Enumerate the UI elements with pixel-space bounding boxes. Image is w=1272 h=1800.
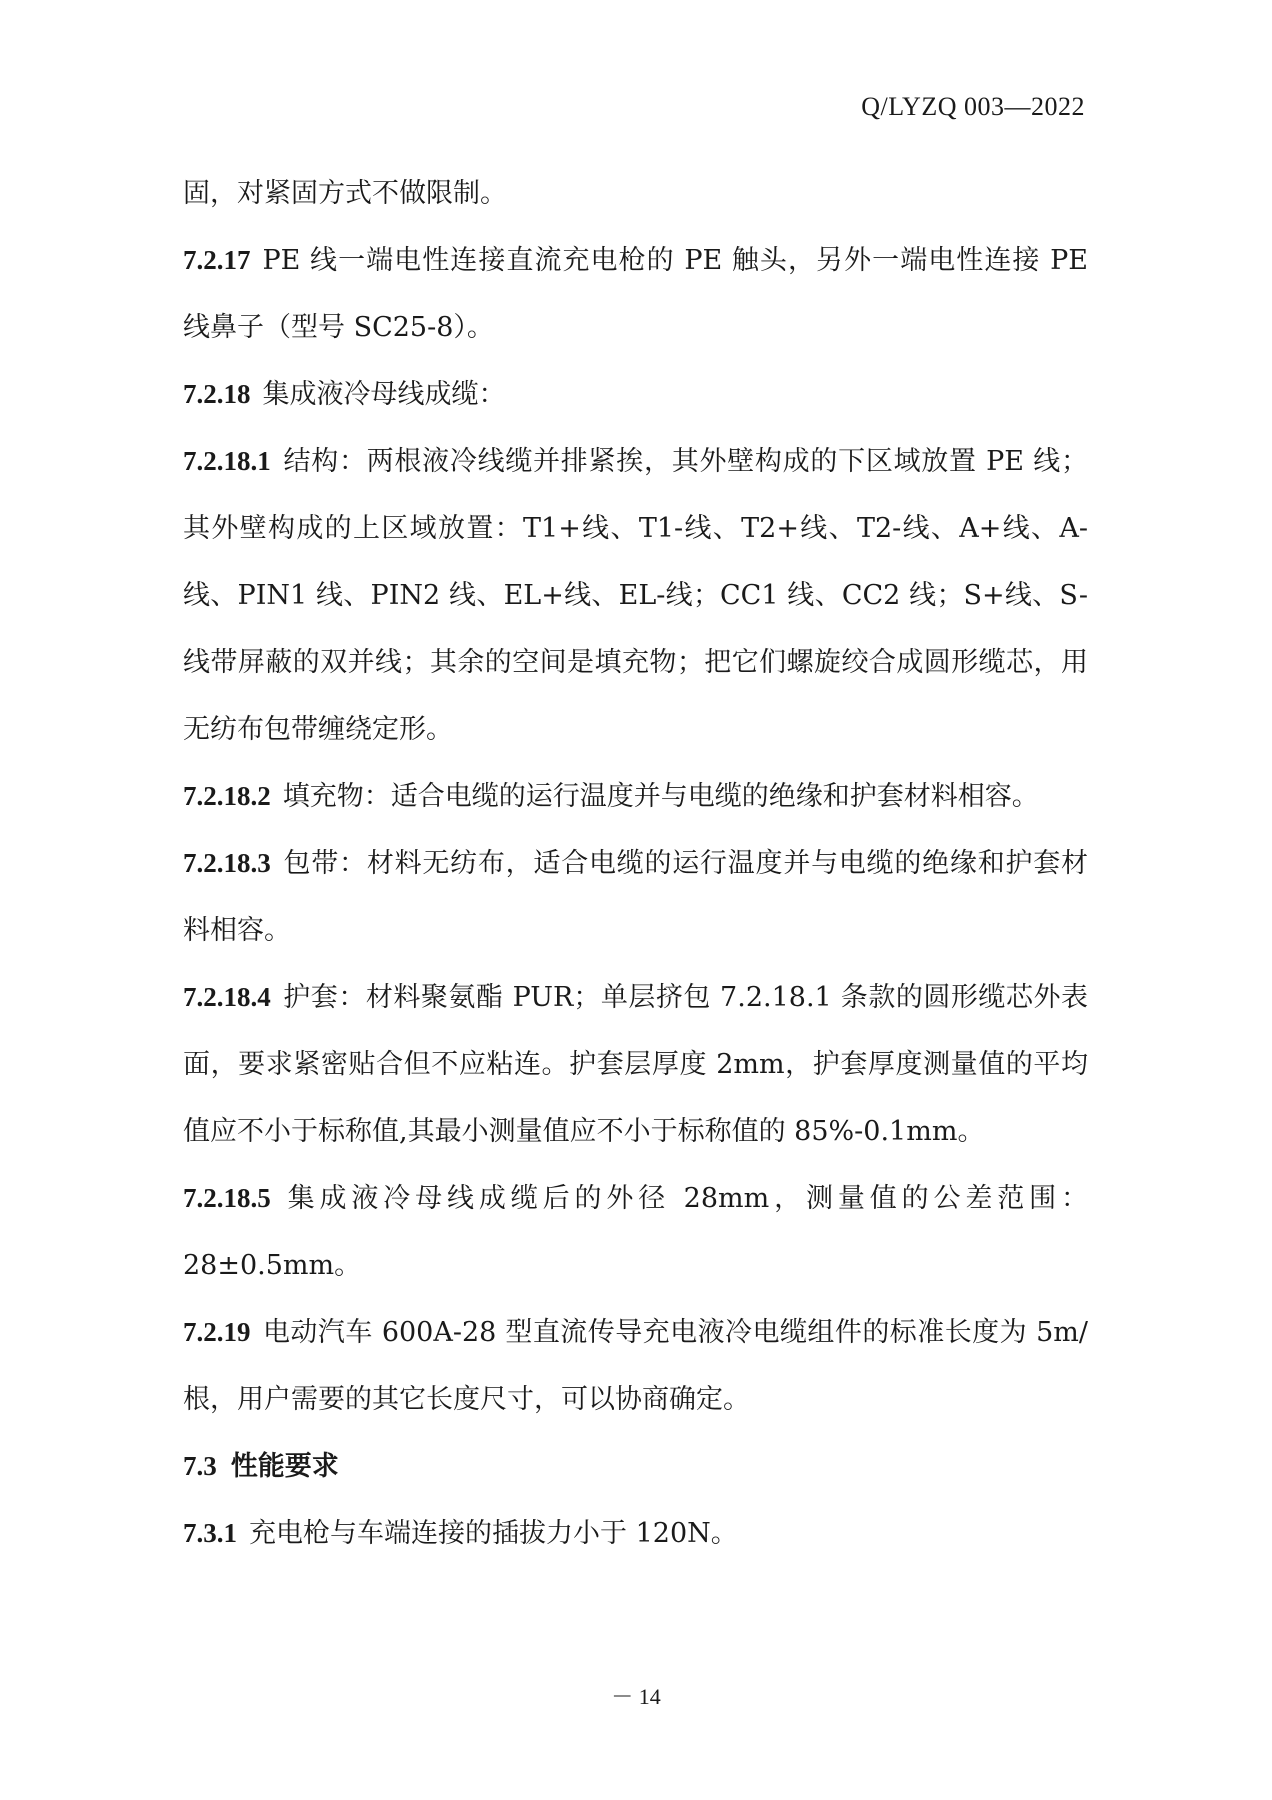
section-heading-7-3 <box>183 1433 1088 1500</box>
document-code: Q/LYZQ 003—2022 <box>861 92 1085 121</box>
clause-number: 7.2.18.4 <box>183 982 271 1012</box>
clause-text: 填充物：适合电缆的运行温度并与电缆的绝缘和护套材料相容。 <box>282 781 1039 812</box>
clause-text: 充电枪与车端连接的插拔力小于 120N。 <box>249 1518 738 1549</box>
clause-text: 集成液冷母线成缆： <box>262 379 506 410</box>
clause-7-2-17 <box>183 227 1088 361</box>
section-title: 性能要求 <box>230 1451 339 1482</box>
page-number: － 14 <box>611 1684 661 1709</box>
clause-number: 7.2.19 <box>183 1317 251 1347</box>
clause-text: 电动汽车 600A-28 型直流传导充电液冷电缆组件的标准长度为 5m/根，用户需要的其它长度尺寸，可以协商确定。 <box>183 1317 1088 1415</box>
clause-number: 7.2.18 <box>183 379 251 409</box>
clause-7-2-18 <box>183 361 1088 428</box>
clause-text: 集成液冷母线成缆后的外径 28mm，测量值的公差范围：28±0.5mm。 <box>183 1183 1088 1281</box>
clause-7-2-18-5 <box>183 1165 1088 1299</box>
clause-number: 7.2.18.2 <box>183 781 271 811</box>
clause-text: 包带：材料无纺布，适合电缆的运行温度并与电缆的绝缘和护套材料相容。 <box>183 848 1088 946</box>
clause-number: 7.2.17 <box>183 245 251 275</box>
clause-7-2-18-2 <box>183 763 1088 830</box>
clause-7-2-19 <box>183 1299 1088 1433</box>
clause-7-2-18-4 <box>183 964 1088 1165</box>
clause-text: 结构：两根液冷线缆并排紧挨，其外壁构成的下区域放置 PE 线；其外壁构成的上区域放置：T1+线、T1-线、T2+线、T2-线、A+线、A-线、PIN1 线、PIN2 线、EL+线、EL-线；CC1 线、CC2 线；S+线、S-线带屏蔽的双并线；其余的空间是填充物；把它们螺旋绞合成圆形缆芯，用无纺布包带缠绕定形。 <box>183 446 1088 745</box>
clause-number: 7.2.18.3 <box>183 848 271 878</box>
clause-7-2-18-3 <box>183 830 1088 964</box>
section-number: 7.3 <box>183 1451 217 1481</box>
paragraph-continuation <box>183 160 1088 227</box>
paragraph-text: 固，对紧固方式不做限制。 <box>183 178 507 209</box>
clause-number: 7.2.18.1 <box>183 446 271 476</box>
clause-text: PE 线一端电性连接直流充电枪的 PE 触头，另外一端电性连接 PE 线鼻子（型号 SC25-8）。 <box>183 245 1088 343</box>
clause-number: 7.2.18.5 <box>183 1183 271 1213</box>
clause-text: 护套：材料聚氨酯 PUR；单层挤包 7.2.18.1 条款的圆形缆芯外表面，要求紧密贴合但不应粘连。护套层厚度 2mm，护套厚度测量值的平均值应不小于标称值,其最小测量值应不小于标称值的 85%-0.1mm。 <box>183 982 1088 1147</box>
document-body <box>183 160 1088 1567</box>
clause-7-3-1 <box>183 1500 1088 1567</box>
clause-7-2-18-1 <box>183 428 1088 763</box>
clause-number: 7.3.1 <box>183 1518 237 1548</box>
